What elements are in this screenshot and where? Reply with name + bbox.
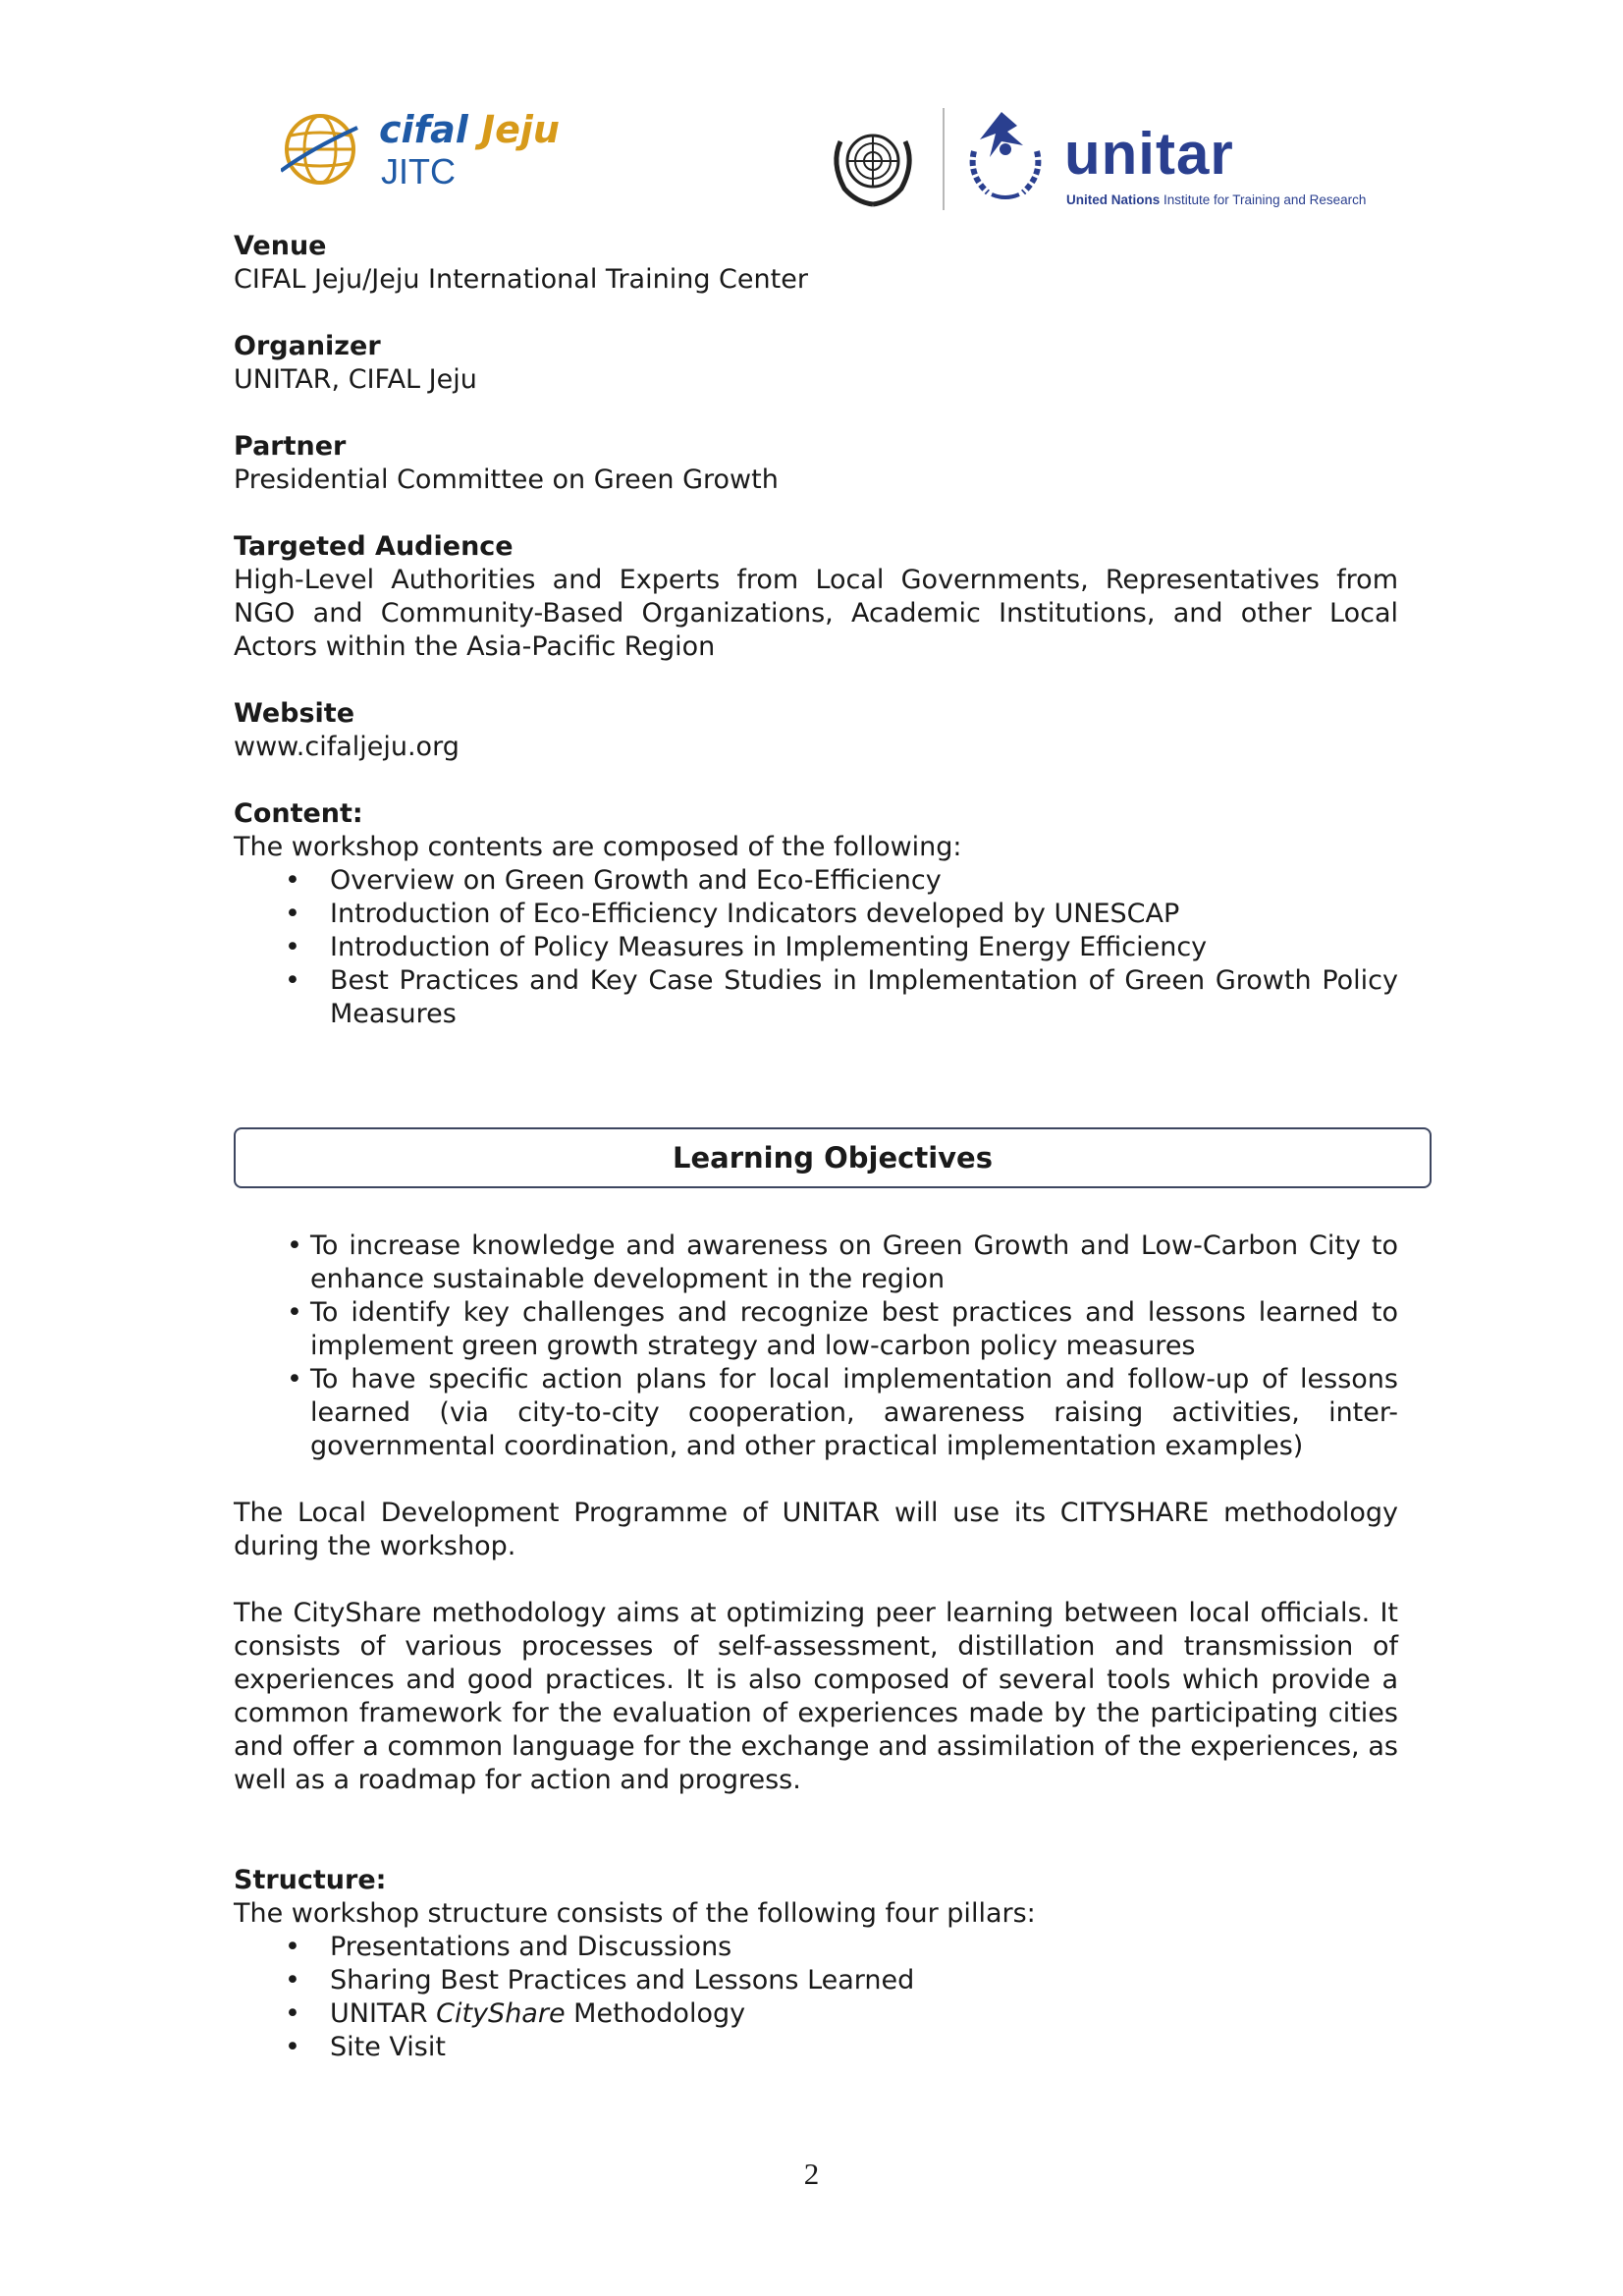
list-item: • Introduction of Eco-Efficiency Indicators developed by UNESCAP [285, 899, 1180, 929]
cifal-brand-subname: JITC [381, 151, 456, 191]
bullet-icon: • [285, 899, 300, 929]
organizer-text: UNITAR, CIFAL Jeju [234, 364, 477, 395]
page-number: 2 [803, 2157, 820, 2191]
bullet-icon: • [287, 1364, 302, 1394]
website-section [234, 697, 1398, 764]
unitar-emblem-icon [962, 106, 1045, 202]
cityshare-intro-paragraph: The Local Development Programme of UNITAR will use its CITYSHARE methodology during the workshop. [234, 1498, 1398, 1561]
audience-text: High-Level Authorities and Experts from Local Governments, Representatives from NGO and Community-Based Organizations, Academic Institutions, and other Local Actors within the Asia-Pacific Region [234, 565, 1398, 662]
unitar-logo [962, 106, 1414, 214]
bullet-icon: • [285, 1998, 300, 2029]
organizer-heading: Organizer [234, 331, 381, 361]
list-item: • UNITAR CityShare Methodology [285, 1998, 746, 2029]
unitar-wordmark: unitar [1064, 121, 1234, 187]
objectives-list [234, 1230, 1398, 1463]
globe-icon [281, 110, 359, 189]
partner-heading: Partner [234, 431, 347, 462]
venue-section [234, 230, 1398, 297]
bullet-icon: • [287, 1297, 302, 1328]
structure-intro: The workshop structure consists of the following four pillars: [234, 1898, 1036, 1929]
audience-section [234, 530, 1398, 664]
partner-text: Presidential Committee on Green Growth [234, 465, 779, 495]
venue-heading: Venue [234, 231, 327, 261]
cityshare-description-paragraph: The CityShare methodology aims at optimizing peer learning between local officials. It consists of various processes of self-assessment, distillation and transmission of experiences and good practices. It is also composed of several tools which provide a common framework for the evaluation of experiences made by the participating cities and offer a common language for the exchange and assimilation of the experiences, as well as a roadmap for action and progress. [234, 1598, 1398, 1795]
bullet-icon: • [285, 965, 300, 996]
website-link[interactable]: www.cifaljeju.org [234, 732, 460, 762]
venue-text: CIFAL Jeju/Jeju International Training Center [234, 264, 808, 295]
content-list [234, 864, 1398, 1031]
list-item: • To identify key challenges and recognize best practices and lessons learned to implement green growth strategy and low-carbon policy measures [287, 1297, 1398, 1361]
learning-objectives-title: Learning Objectives [234, 1127, 1432, 1188]
bullet-icon: • [285, 1932, 300, 1962]
list-item: • Sharing Best Practices and Lessons Learned [285, 1965, 915, 1995]
cifal-brand-name: cifal Jeju [379, 108, 560, 151]
content-heading: Content: [234, 798, 363, 829]
list-item: • To have specific action plans for local implementation and follow-up of lessons learned (via city-to-city cooperation, awareness raising activities, inter-governmental coordination, and other practical implementation examples) [287, 1364, 1398, 1461]
content-section [234, 797, 1398, 1031]
list-item: • Best Practices and Key Case Studies in Implementation of Green Growth Policy Measures [285, 965, 1398, 1029]
list-item: • Overview on Green Growth and Eco-Efficiency [285, 865, 942, 896]
audience-heading: Targeted Audience [234, 531, 514, 562]
list-item: • Site Visit [285, 2032, 446, 2062]
organizer-section [234, 330, 1398, 397]
partner-section [234, 430, 1398, 497]
un-emblem-icon [827, 120, 919, 208]
structure-list [234, 1931, 1398, 2064]
structure-section [234, 1864, 1398, 2064]
structure-heading: Structure: [234, 1865, 387, 1895]
list-item: • Introduction of Policy Measures in Implementing Energy Efficiency [285, 932, 1208, 962]
website-heading: Website [234, 698, 355, 729]
document-body [234, 230, 1398, 2064]
bullet-icon: • [287, 1230, 302, 1261]
unitar-tagline: United Nations Institute for Training and Research [1066, 192, 1367, 207]
cifal-jeju-logo [273, 106, 568, 199]
list-item: • Presentations and Discussions [285, 1932, 732, 1962]
bullet-icon: • [285, 1965, 300, 1995]
bullet-icon: • [285, 865, 300, 896]
list-item: • To increase knowledge and awareness on Green Growth and Low-Carbon City to enhance sustainable development in the region [287, 1230, 1398, 1294]
logo-divider [943, 108, 945, 210]
content-intro: The workshop contents are composed of the following: [234, 832, 962, 862]
bullet-icon: • [285, 2032, 300, 2062]
bullet-icon: • [285, 932, 300, 962]
